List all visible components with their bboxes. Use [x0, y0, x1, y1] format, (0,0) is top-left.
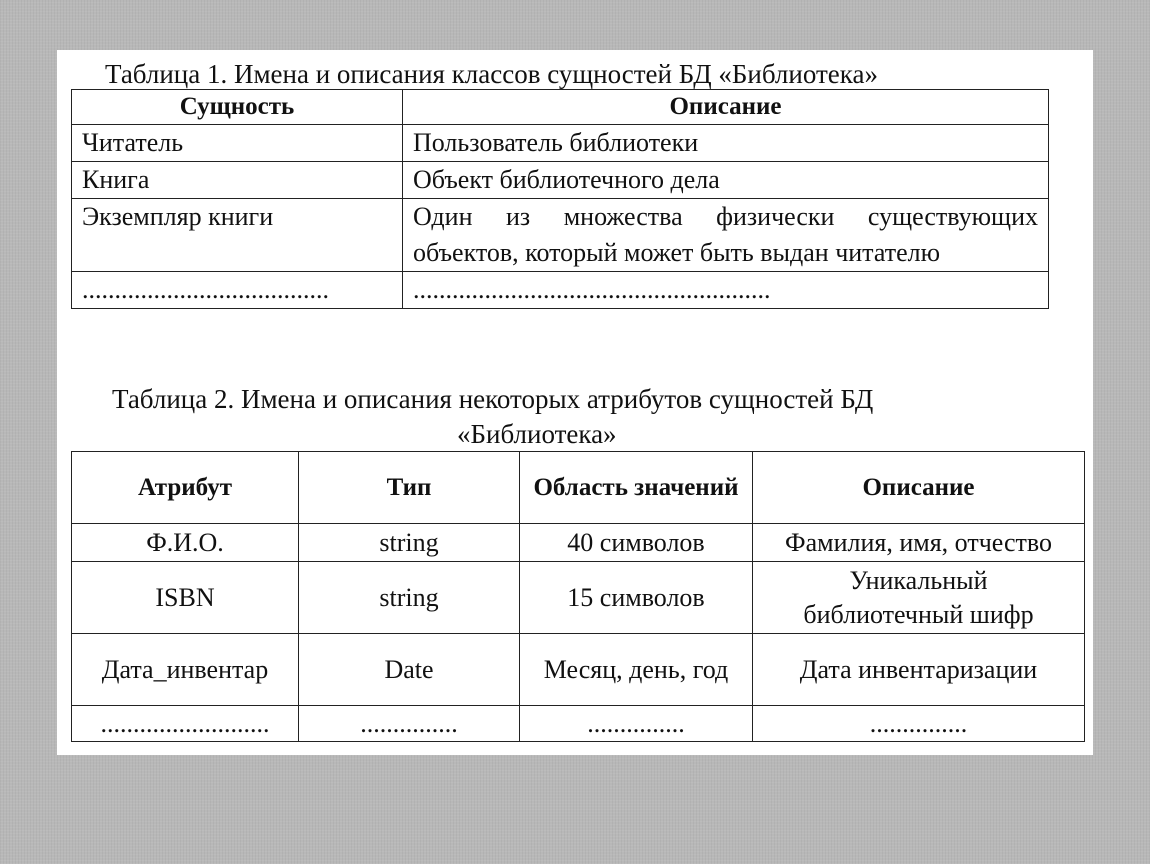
domain-cell: 15 символов: [520, 562, 753, 634]
entity-cell: Экземпляр книги: [72, 199, 403, 272]
description-cell: Дата инвентаризации: [753, 634, 1085, 706]
table-header-row: [72, 452, 1085, 524]
header-attribute: Атрибут: [72, 452, 299, 524]
table-row: [72, 162, 1049, 199]
description-cell: ...............: [753, 706, 1085, 742]
header-value-domain: Область значений: [520, 452, 753, 524]
table-header-row: [72, 90, 1049, 125]
description-cell: Фамилия, имя, отчество: [753, 524, 1085, 562]
table-row: [72, 562, 1085, 634]
table-row: [72, 272, 1049, 309]
entity-cell: ......................................: [72, 272, 403, 309]
table1-caption: Таблица 1. Имена и описания классов сущностей БД «Библиотека»: [105, 59, 878, 89]
table2-caption-line2: «Библиотека»: [457, 419, 617, 449]
description-cell: .......................................................: [403, 272, 1049, 309]
type-cell: string: [299, 562, 520, 634]
entity-cell: Читатель: [72, 125, 403, 162]
description-cell: Объект библиотечного дела: [403, 162, 1049, 199]
header-type: Тип: [299, 452, 520, 524]
table2-caption-line1: Таблица 2. Имена и описания некоторых атрибутов сущностей БД: [112, 384, 874, 414]
type-cell: Date: [299, 634, 520, 706]
domain-cell: 40 символов: [520, 524, 753, 562]
domain-cell: ...............: [520, 706, 753, 742]
attribute-cell: ..........................: [72, 706, 299, 742]
type-cell: ...............: [299, 706, 520, 742]
attribute-cell: Дата_инвентар: [72, 634, 299, 706]
description-cell: Пользователь библиотеки: [403, 125, 1049, 162]
header-description: Описание: [753, 452, 1085, 524]
table-row: [72, 634, 1085, 706]
description-cell: Уникальный библиотечный шифр: [753, 562, 1085, 634]
type-cell: string: [299, 524, 520, 562]
header-description: Описание: [403, 90, 1049, 125]
description-cell: Один из множества физически существующих объектов, который может быть выдан читателю: [403, 199, 1049, 272]
attribute-cell: Ф.И.О.: [72, 524, 299, 562]
table-row: [72, 524, 1085, 562]
entity-cell: Книга: [72, 162, 403, 199]
header-entity: Сущность: [72, 90, 403, 125]
table-row: [72, 706, 1085, 742]
table-row: [72, 199, 1049, 272]
attribute-cell: ISBN: [72, 562, 299, 634]
document-page: [57, 50, 1093, 755]
table-row: [72, 125, 1049, 162]
entities-table: [71, 89, 1049, 309]
domain-cell: Месяц, день, год: [520, 634, 753, 706]
attributes-table: [71, 451, 1085, 742]
